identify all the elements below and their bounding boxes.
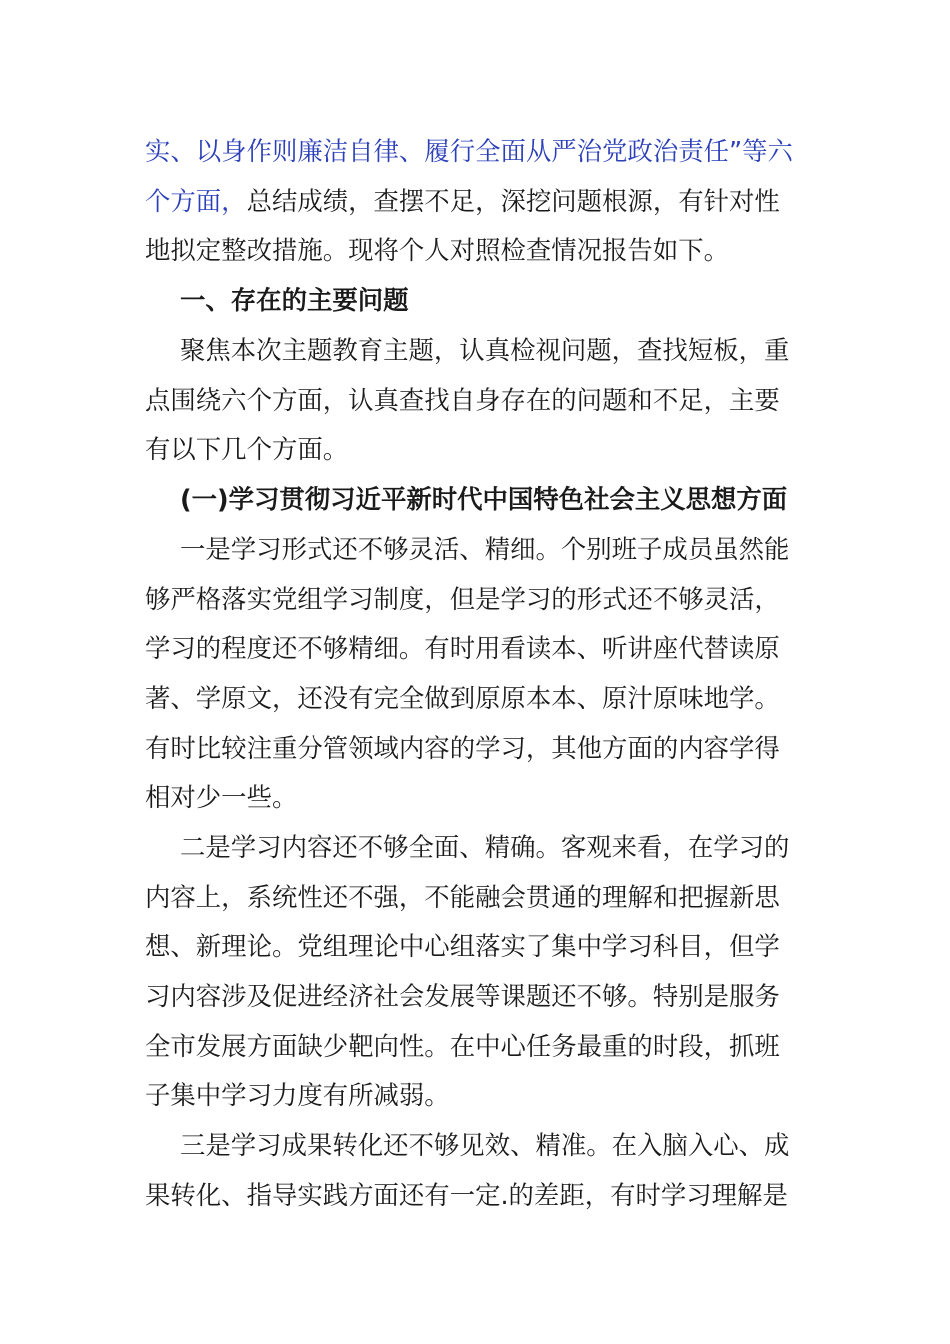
section-heading: 一、存在的主要问题 <box>180 285 409 315</box>
highlighted-text: 个方面， <box>145 186 247 216</box>
paragraph-line: 著、学原文，还没有完全做到原原本本、原汁原味地学。 <box>145 683 780 713</box>
paragraph-line: 果转化、指导实践方面还有一定.的差距，有时学习理解是 <box>145 1180 788 1210</box>
paragraph-line: 地拟定整改措施。现将个人对照检查情况报告如下。 <box>145 235 729 265</box>
paragraph-line: 内容上，系统性还不强，不能融会贯通的理解和把握新思 <box>145 882 780 912</box>
paragraph-line <box>145 176 810 226</box>
paragraph-line: 想、新理论。党组理论中心组落实了集中学习科目，但学 <box>145 931 780 961</box>
subsection-heading: (一)学习贯彻习近平新时代中国特色社会主义思想方面 <box>180 484 788 514</box>
paragraph-line: 习内容涉及促进经济社会发展等课题还不够。特别是服务 <box>145 981 780 1011</box>
paragraph-line: 二是学习内容还不够全面、精确。客观来看，在学习的 <box>180 832 790 862</box>
text-run: 总结成绩，查摆不足，深挖问题根源，有针对性 <box>246 186 780 216</box>
paragraph-line: 聚焦本次主题教育主题，认真检视问题，查找短板，重 <box>180 335 790 365</box>
paragraph-line: 子集中学习力度有所减弱。 <box>145 1080 450 1110</box>
paragraph-line <box>145 126 810 176</box>
paragraph-line: 有以下几个方面。 <box>145 434 349 464</box>
highlighted-text: 实、以身作则廉洁自律、履行全面从严治党政治责任”等六 <box>145 136 793 166</box>
paragraph-line: 相对少一些。 <box>145 782 298 812</box>
paragraph-line: 全市发展方面缺少靶向性。在中心任务最重的时段，抓班 <box>145 1031 780 1061</box>
paragraph-line: 三是学习成果转化还不够见效、精准。在入脑入心、成 <box>180 1130 790 1160</box>
paragraph-line: 够严格落实党组学习制度，但是学习的形式还不够灵活， <box>145 584 780 614</box>
paragraph-line: 有时比较注重分管领域内容的学习，其他方面的内容学得 <box>145 733 780 763</box>
paragraph-line: 一是学习形式还不够灵活、精细。个别班子成员虽然能 <box>180 534 790 564</box>
paragraph-line: 学习的程度还不够精细。有时用看读本、听讲座代替读原 <box>145 633 780 663</box>
paragraph-line: 点围绕六个方面，认真查找自身存在的问题和不足，主要 <box>145 385 780 415</box>
